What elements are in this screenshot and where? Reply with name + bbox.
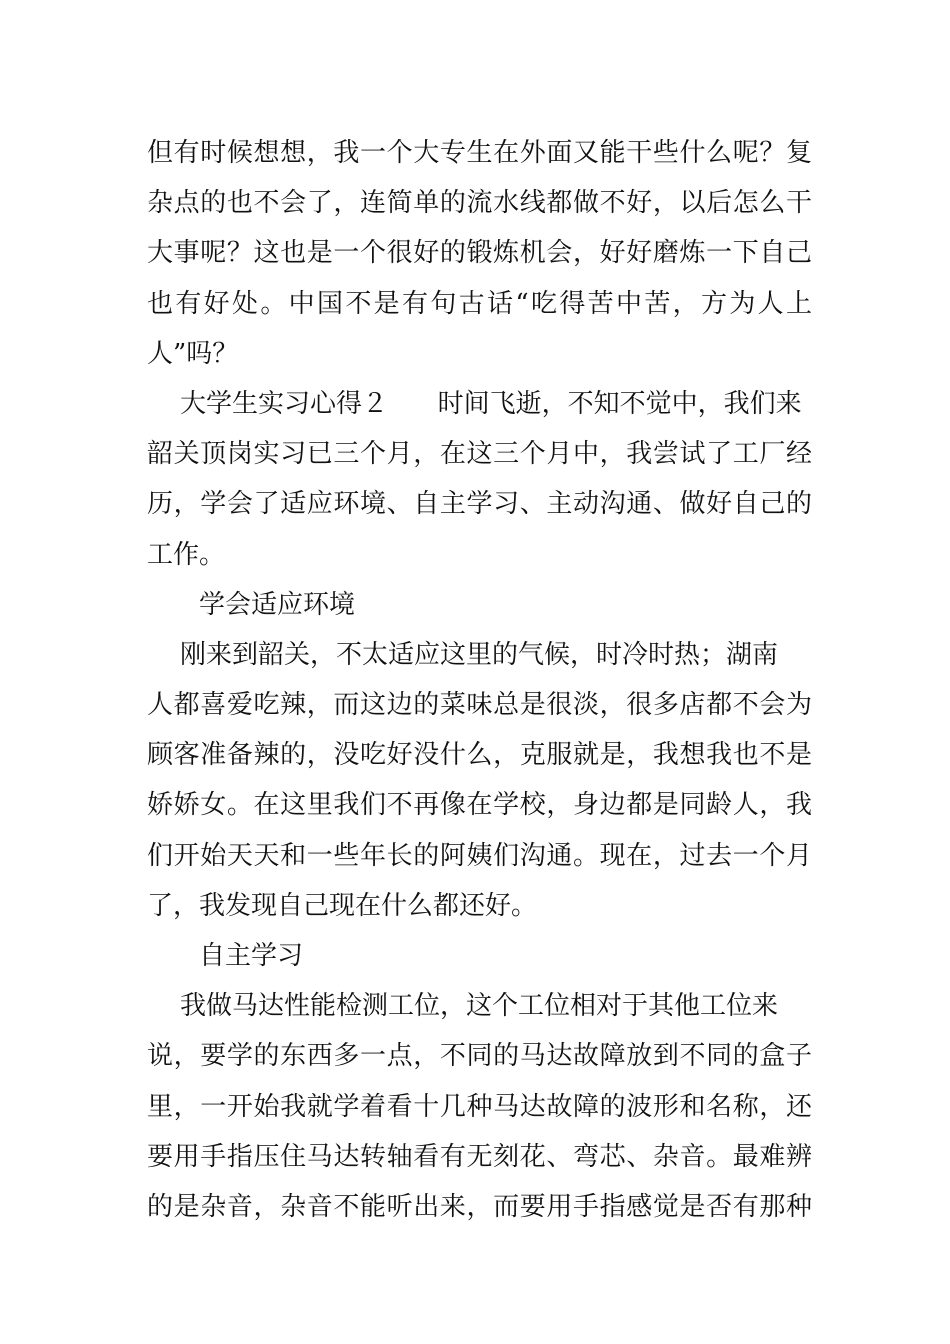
text-line: 里，一开始我就学着看十几种马达故障的波形和名称，还 [147,1091,812,1122]
text-line: 人”吗？ [147,338,239,369]
text-line: 了，我发现自己现在什么都还好。 [147,890,538,921]
text-line: 要用手指压住马达转轴看有无刻花、弯芯、杂音。最难辨 [147,1141,812,1172]
text-line: 工作。 [147,539,226,570]
text-line: 人都喜爱吃辣，而这边的菜味总是很淡，很多店都不会为 [147,690,812,721]
subheading-adapt-environment: 学会适应环境 [199,589,356,620]
text-line: 也有好处。中国不是有句古话“吃得苦中苦，方为人上 [147,288,812,319]
subheading-self-study: 自主学习 [199,941,304,971]
text-line: 娇娇女。在这里我们不再像在学校，身边都是同龄人，我 [147,790,812,821]
text-line: 的是杂音，杂音不能听出来，而要用手指感觉是否有那种 [147,1191,812,1222]
text-line: 刚来到韶关，不太适应这里的气候，时冷时热；湖南 [147,639,779,670]
text-line: 顾客准备辣的，没吃好没什么，克服就是，我想我也不是 [147,740,812,771]
text-line: 们开始天天和一些年长的阿姨们沟通。现在，过去一个月 [147,840,812,871]
text-line: 我做马达性能检测工位，这个工位相对于其他工位来 [147,991,779,1022]
text-line: 历，学会了适应环境、自主学习、主动沟通、做好自己的 [147,489,812,520]
section-title-line: 大学生实习心得２ 时间飞逝，不知不觉中，我们来 [147,388,802,419]
text-line: 说，要学的东西多一点，不同的马达故障放到不同的盒子 [147,1041,812,1072]
body-text [147,128,812,1232]
text-line: 杂点的也不会了，连简单的流水线都做不好，以后怎么干 [147,188,812,219]
text-line: 但有时候想想，我一个大专生在外面又能干些什么呢？复 [147,138,812,168]
text-line: 大事呢？这也是一个很好的锻炼机会，好好磨炼一下自己 [147,238,812,269]
text-line: 韶关顶岗实习已三个月，在这三个月中，我尝试了工厂经 [147,439,812,470]
